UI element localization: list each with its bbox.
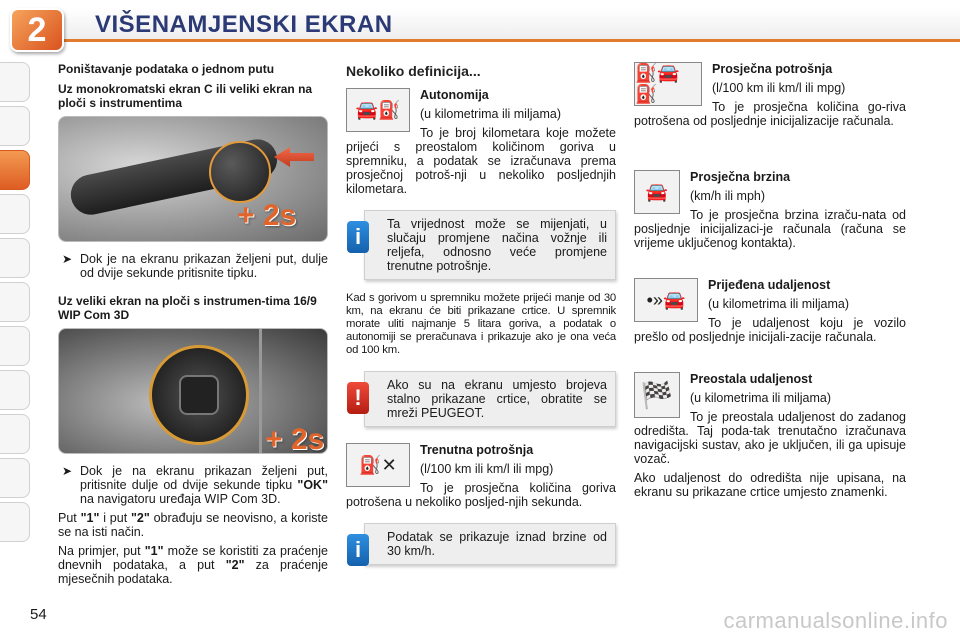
car-icon: 🚘 xyxy=(634,170,680,214)
chapter-tab-4[interactable] xyxy=(0,194,30,234)
trip-independence-text: Put "1" i put "2" obrađuju se neovisno, a koriste se na isti način. xyxy=(58,511,328,539)
trip-example-text: Na primjer, put "1" može se koristiti za praćenje dnevnih podataka, a put "2" za praćenje mjesečnih podataka. xyxy=(58,544,328,586)
chapter-tab-7[interactable] xyxy=(0,326,30,366)
preostala-text: To je preostala udaljenost do zadanog odredišta. Taj poda-tak trenutačno izračunava navigacijski sustav, ako je uključen, ili ga upisuje vozač. xyxy=(634,410,906,466)
preostala-note: Ako udaljenost do odredišta nije upisana, na ekranu su prikazane crtice umjesto znamenki. xyxy=(634,471,906,499)
chapter-tab-11[interactable] xyxy=(0,502,30,542)
column-definitions xyxy=(346,62,616,565)
page-title: VIŠENAMJENSKI EKRAN xyxy=(95,11,393,38)
prijedena-unit: (u kilometrima ili miljama) xyxy=(708,297,849,311)
info-box-autonomija xyxy=(354,210,616,280)
autonomija-unit: (u kilometrima ili miljama) xyxy=(420,107,561,121)
prijedena-text: To je udaljenost koju je vozilo prešlo od posljednje inicijali-zacije računala. xyxy=(634,316,906,344)
ok-button-image xyxy=(179,375,219,415)
stalk-illustration xyxy=(58,116,328,242)
car-fuel-pump-icon: 🚘⛽ xyxy=(346,88,410,132)
warning-dashes-text: Ako su na ekranu umjesto brojeva stalno prikazane crtice, obratite se mreži PEUGEOT. xyxy=(387,378,607,420)
column-definitions-2 xyxy=(634,62,906,499)
reset-heading: Poništavanje podataka o jednom putu xyxy=(58,62,275,76)
def-prosjecna-potrosnja xyxy=(634,62,906,128)
prosj-brzina-unit: (km/h ili mph) xyxy=(690,189,766,203)
page-header xyxy=(0,0,960,54)
chapter-tabs xyxy=(0,62,30,546)
prosj-brzina-text: To je prosječna brzina izraču-nata od posljednje inicijalizaci-je računala (računa se vrijeme uključenog kontakta). xyxy=(634,208,906,250)
navigator-illustration xyxy=(58,328,328,454)
info-speed-text: Podatak se prikazuje iznad brzine od 30 km/h. xyxy=(387,530,607,558)
checkered-flag-icon: 🏁 xyxy=(634,372,680,418)
prosj-potrosnja-unit: (l/100 km ili km/l ili mpg) xyxy=(712,81,846,95)
route-car-icon: •»🚘 xyxy=(634,278,698,322)
def-prosjecna-brzina xyxy=(634,170,906,250)
mono-display-heading: Uz monokromatski ekran C ili veliki ekran na ploči s instrumentima xyxy=(58,82,313,110)
chapter-tab-10[interactable] xyxy=(0,458,30,498)
preostala-unit: (u kilometrima ili miljama) xyxy=(690,391,831,405)
trenutna-text: To je prosječna količina goriva potrošena u nekoliko posljed-njih sekunda. xyxy=(346,481,616,509)
prosj-brzina-title: Prosječna brzina xyxy=(690,170,791,184)
panel-divider xyxy=(259,329,262,454)
prosj-potrosnja-text: To je prosječna količina go-riva potrošena od posljednje inicijalizacije računala. xyxy=(634,100,906,128)
bullet-wip xyxy=(58,464,328,506)
press-arrow-icon xyxy=(274,147,314,167)
plus-2s-label: + 2s xyxy=(237,199,297,232)
definitions-heading: Nekoliko definicija... xyxy=(346,63,481,79)
bullet-wip-text: Dok je na ekranu prikazan željeni put, pritisnite dulje od dvije sekunde tipku "OK" na navigatoru uređaja WIP Com 3D. xyxy=(80,464,328,506)
stalk-button-image xyxy=(209,141,271,203)
chapter-tab-2[interactable] xyxy=(0,106,30,146)
bullet-icon: ➤ xyxy=(62,464,73,478)
bullet-mono-text: Dok je na ekranu prikazan željeni put, dulje od dvije sekunde pritisnite tipku. xyxy=(80,252,328,280)
autonomija-title: Autonomija xyxy=(420,88,489,102)
chapter-tab-8[interactable] xyxy=(0,370,30,410)
def-prijedena xyxy=(634,278,906,344)
column-reset-trip xyxy=(58,62,328,586)
chapter-tab-6[interactable] xyxy=(0,282,30,322)
prosj-potrosnja-title: Prosječna potrošnja xyxy=(712,62,833,76)
def-preostala xyxy=(634,372,906,499)
page-number: 54 xyxy=(30,606,47,623)
preostala-title: Preostala udaljenost xyxy=(690,372,813,386)
fuel-car-fuel-icon: ⛽🚘⛽ xyxy=(634,62,702,106)
warning-box-dashes xyxy=(354,371,616,427)
chapter-tab-3-active[interactable] xyxy=(0,150,30,190)
chapter-badge: 2 xyxy=(10,8,64,52)
prijedena-title: Prijeđena udaljenost xyxy=(708,278,831,292)
wip-display-heading: Uz veliki ekran na ploči s instrumen-tima 16/9 WIP Com 3D xyxy=(58,294,317,322)
chapter-tab-1[interactable] xyxy=(0,62,30,102)
fuel-pump-crossed-icon: ⛽✕ xyxy=(346,443,410,487)
trenutna-unit: (l/100 km ili km/l ili mpg) xyxy=(420,462,554,476)
info-box-speed xyxy=(354,523,616,565)
low-fuel-note: Kad s gorivom u spremniku možete prijeći manje od 30 km, na ekranu će biti prikazane crtice. U spremnik morate uliti najmanje 5 litara goriva, a podatak o autonomiji se preračunava i prikazuje ako je ona veća od 100 km. xyxy=(346,292,616,356)
warning-icon: ! xyxy=(347,382,369,414)
bullet-icon: ➤ xyxy=(62,252,73,266)
watermark: carmanualsonline.info xyxy=(723,608,948,633)
info-icon: i xyxy=(347,534,369,566)
chapter-tab-9[interactable] xyxy=(0,414,30,454)
info-icon: i xyxy=(347,221,369,253)
def-trenutna xyxy=(346,443,616,509)
chapter-tab-5[interactable] xyxy=(0,238,30,278)
plus-2s-label-2: + 2s xyxy=(265,423,325,454)
trenutna-title: Trenutna potrošnja xyxy=(420,443,534,457)
info-autonomija-text: Ta vrijednost može se mijenjati, u slučaju promjene načina vožnje ili reljefa, odnosno veće promjene trenutne potrošnje. xyxy=(387,217,607,273)
def-autonomija xyxy=(346,88,616,196)
autonomija-text: To je broj kilometara koje možete prijeći s preostalom količinom goriva u spremniku, a podatak se izračunava prema prosječnoj potroš-nji u nekoliko posljednjih kilometara. xyxy=(346,126,616,196)
bullet-mono xyxy=(58,252,328,280)
